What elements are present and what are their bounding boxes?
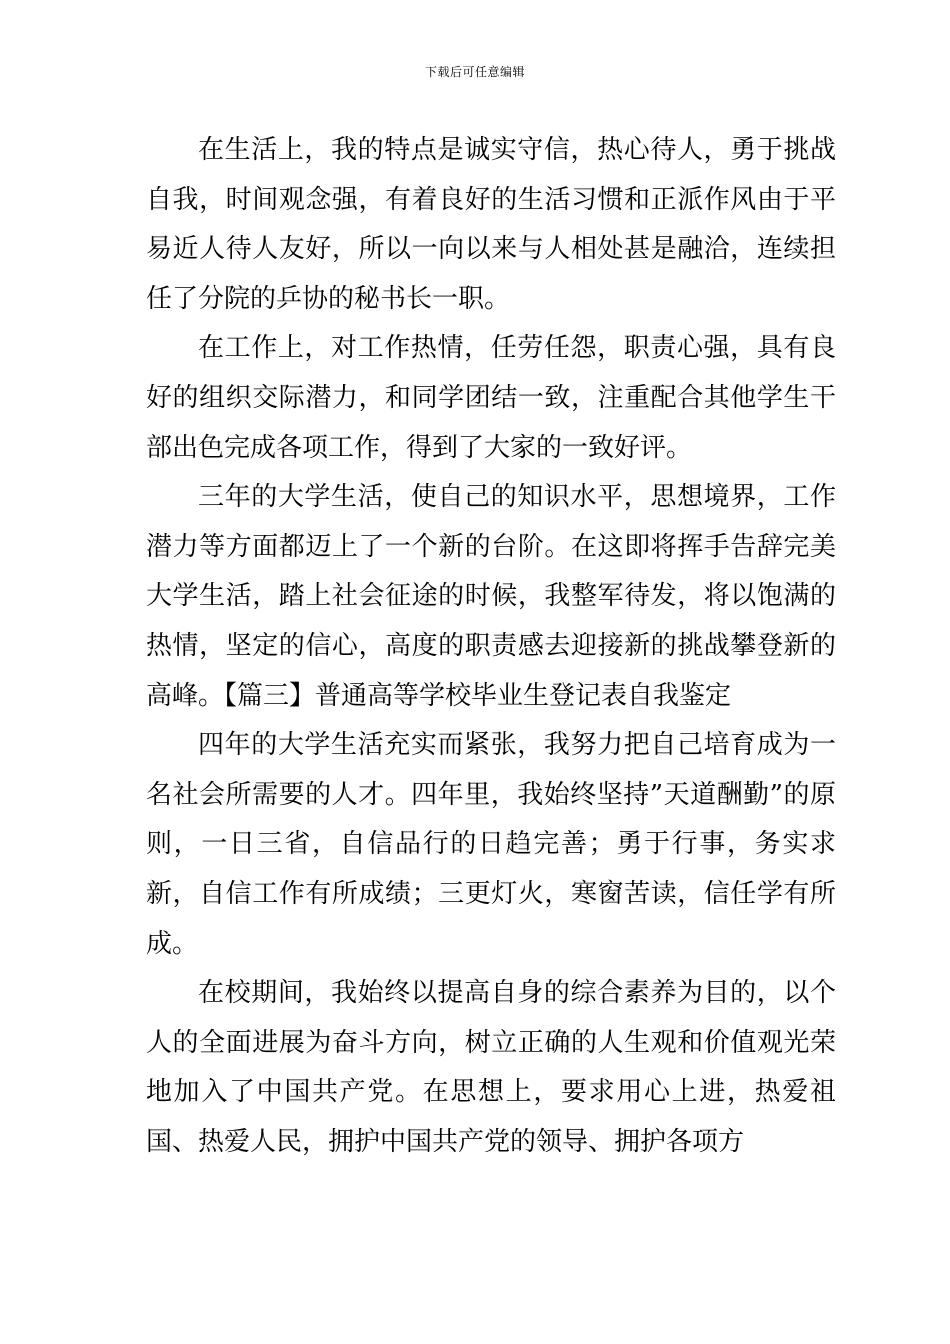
- paragraph-work: 在工作上，对工作热情，任劳任怨，职责心强，具有良好的组织交际潜力，和同学团结一致，注重配合其他学生干部出色完成各项工作，得到了大家的一致好评。: [146, 333, 836, 463]
- paragraph-four-years: 四年的大学生活充实而紧张，我努力把自己培育成为一名社会所需要的人才。四年里，我始终坚持”天道酬勤”的原则，一日三省，自信品行的日趋完善；勇于行事，务实求新，自信工作有所成绩；三更灯火，寒窗苦读，信任学有所成。: [146, 730, 836, 959]
- paragraph-life: 在生活上，我的特点是诚实守信，热心待人，勇于挑战自我，时间观念强，有着良好的生活习惯和正派作风由于平易近人待人友好，所以一向以来与人相处甚是融洽，连续担任了分院的乒协的秘书长一职。: [146, 135, 836, 314]
- document-body: [146, 126, 836, 1167]
- paragraph-three-years: 三年的大学生活，使自己的知识水平，思想境界，工作潜力等方面都迈上了一个新的台阶。在这即将挥手告辞完美大学生活，踏上社会征途的时候，我整军待发，将以饱满的热情，坚定的信心，高度的职责感去迎接新的挑战攀登新的高峰。【篇三】普通高等学校毕业生登记表自我鉴定: [146, 482, 836, 711]
- paragraph-at-school: 在校期间，我始终以提高自身的综合素养为目的，以个人的全面进展为奋斗方向，树立正确的人生观和价值观光荣地加入了中国共产党。在思想上，要求用心上进，热爱祖国、热爱人民，拥护中国共产党的领导、拥护各项方: [146, 978, 836, 1157]
- page-header: 下载后可任意编辑: [424, 65, 525, 79]
